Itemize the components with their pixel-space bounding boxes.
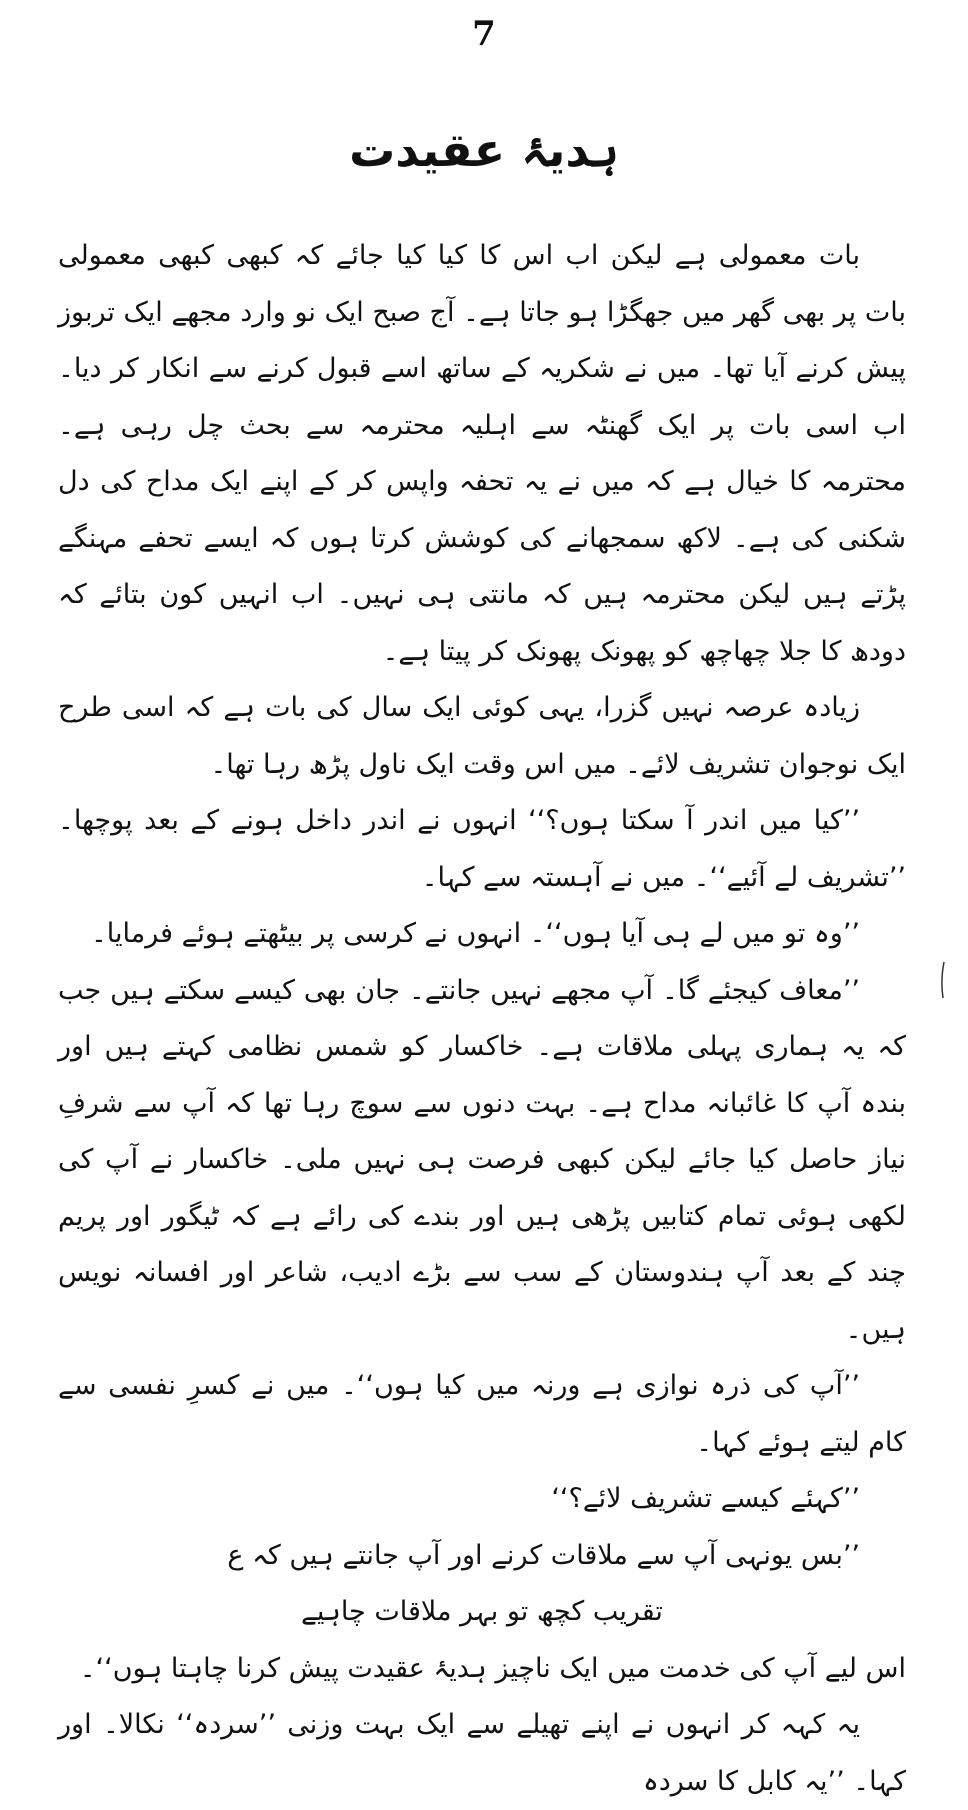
margin-pen-mark (940, 960, 946, 1000)
chapter-body (58, 228, 906, 1810)
paragraph: یہ کہہ کر انہوں نے اپنے تھیلے سے ایک بہت وزنی ’’سردہ‘‘ نکالا۔ اور کہا۔ ’’یہ کابل کا سردہ (58, 1709, 906, 1797)
paragraph: اس لیے آپ کی خدمت میں ایک ناچیز ہدیۂ عقیدت پیش کرنا چاہتا ہوں‘‘۔ (79, 1652, 906, 1684)
paragraph: ’’معاف کیجئے گا۔ آپ مجھے نہیں جانتے۔ جان بھی کیسے سکتے ہیں جب کہ یہ ہماری پہلی ملاقات ہے۔ خاکسار کو شمس نظامی کہتے ہیں اور بندہ آپ کا غائبانہ مداح ہے۔ بہت دنوں سے سوچ رہا تھا کہ آپ سے شرفِ نیاز حاصل کیا جائے لیکن کبھی فرصت ہی نہیں ملی۔ خاکسار نے آپ کی لکھی ہوئی تمام کتابیں پڑھی ہیں اور بندے کی رائے ہے کہ ٹیگور اور پریم چند کے بعد آپ ہندوستان کے سب سے بڑے ادیب، شاعر اور افسانہ نویس ہیں۔ (58, 974, 906, 1345)
verse-line: تقریب کچھ تو بہر ملاقات چاہیے (301, 1596, 663, 1627)
paragraph: ’’آپ کی ذرہ نوازی ہے ورنہ میں کیا ہوں‘‘۔ میں نے کسرِ نفسی سے کام لیتے ہوئے کہا۔ (58, 1370, 906, 1458)
chapter-title: ہدیۂ عقیدت (349, 123, 619, 177)
paragraph: ’’کہئے کیسے تشریف لائے؟‘‘ (551, 1483, 860, 1514)
paragraph: زیادہ عرصہ نہیں گزرا، یہی کوئی ایک سال کی بات ہے کہ اسی طرح ایک نوجوان تشریف لائے۔ میں اس وقت ایک ناول پڑھ رہا تھا۔ (58, 692, 906, 780)
paragraph: بات معمولی ہے لیکن اب اس کا کیا کیا جائے کہ کبھی کبھی معمولی بات پر بھی گھر میں جھگڑا ہو جاتا ہے۔ آج صبح ایک نو وارد مجھے ایک تربوز پیش کرنے آیا تھا۔ میں نے شکریہ کے ساتھ اسے قبول کرنے سے انکار کر دیا۔ اب اسی بات پر ایک گھنٹہ سے اہلیہ محترمہ سے بحث چل رہی ہے۔ محترمہ کا خیال ہے کہ میں نے یہ تحفہ واپس کر کے اپنے ایک مداح کی دل شکنی کی ہے۔ لاکھ سمجھانے کی کوشش کرتا ہوں کہ ایسے تحفے مہنگے پڑتے ہیں لیکن محترمہ ہیں کہ مانتی ہی نہیں۔ اب انہیں کون بتائے کہ دودھ کا جلا چھاچھ کو پھونک پھونک کر پیتا ہے۔ (58, 240, 906, 667)
page-number: 7 (472, 14, 496, 54)
paragraph: ’’بس یونہی آپ سے ملاقات کرنے اور آپ جانتے ہیں کہ ع (227, 1539, 860, 1571)
paragraph: ’’وہ تو میں لے ہی آیا ہوں‘‘۔ انہوں نے کرسی پر بیٹھتے ہوئے فرمایا۔ (90, 918, 860, 949)
paragraph: ’’کیا میں اندر آ سکتا ہوں؟‘‘ انہوں نے اندر داخل ہونے کے بعد پوچھا۔ ’’تشریف لے آئیے‘‘۔ میں نے آہستہ سے کہا۔ (58, 805, 906, 893)
